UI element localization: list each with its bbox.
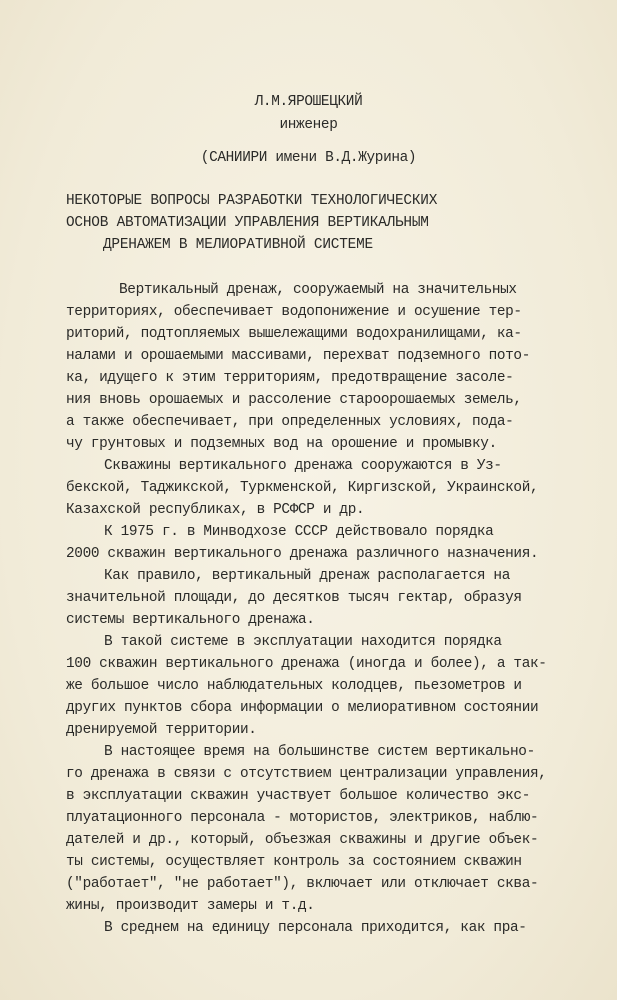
body-line: риторий, подтопляемых вышележащими водохранилищами, ка- — [66, 326, 522, 342]
body-line: в эксплуатации скважин участвует большое количество экс- — [66, 788, 531, 804]
body-line: территориях, обеспечивает водопонижение и осушение тер- — [66, 304, 522, 320]
body-line: Как правило, вертикальный дренаж располагается на — [104, 568, 511, 584]
body-line: Скважины вертикального дренажа сооружаются в Уз- — [104, 458, 502, 474]
body-line: дренируемой территории. — [66, 722, 257, 738]
author-role: инженер — [279, 117, 338, 133]
body-line: Вертикальный дренаж, сооружаемый на значительных — [119, 282, 517, 298]
body-line: же большое число наблюдательных колодцев, пьезометров и — [66, 678, 522, 694]
body-line: чу грунтовых и подземных вод на орошение и промывку. — [66, 436, 497, 452]
body-line: других пунктов сбора информации о мелиоративном состоянии — [66, 700, 539, 716]
body-line: В настоящее время на большинстве систем вертикально- — [104, 744, 535, 760]
title-line-1: НЕКОТОРЫЕ ВОПРОСЫ РАЗРАБОТКИ ТЕХНОЛОГИЧЕСКИХ — [66, 193, 438, 209]
body-line: ния вновь орошаемых и рассоление староорошаемых земель, — [66, 392, 522, 408]
body-line: ты системы, осуществляет контроль за состоянием скважин — [66, 854, 522, 870]
title-line-3: ДРЕНАЖЕМ В МЕЛИОРАТИВНОЙ СИСТЕМЕ — [103, 237, 373, 253]
body-line: К 1975 г. в Минводхозе СССР действовало порядка — [104, 524, 494, 540]
body-line: а также обеспечивает, при определенных условиях, пода- — [66, 414, 514, 430]
body-line: В среднем на единицу персонала приходится, как пра- — [104, 920, 527, 936]
body-line: Казахской республиках, в РСФСР и др. — [66, 502, 365, 518]
body-line: налами и орошаемыми массивами, перехват подземного пото- — [66, 348, 531, 364]
body-line: В такой системе в эксплуатации находится порядка — [104, 634, 502, 650]
body-line: жины, производит замеры и т.д. — [66, 898, 315, 914]
body-line: 2000 скважин вертикального дренажа различного назначения. — [66, 546, 539, 562]
body-line: 100 скважин вертикального дренажа (иногда и более), а так- — [66, 656, 547, 672]
body-line: дателей и др., который, объезжая скважины и другие объек- — [66, 832, 539, 848]
author-name: Л.М.ЯРОШЕЦКИЙ — [254, 94, 363, 110]
body-line: го дренажа в связи с отсутствием централизации управления, — [66, 766, 547, 782]
author-organization: (САНИИРИ имени В.Д.Журина) — [200, 150, 417, 166]
body-line: плуатационного персонала - мотористов, электриков, наблю- — [66, 810, 539, 826]
body-line: системы вертикального дренажа. — [66, 612, 315, 628]
title-line-2: ОСНОВ АВТОМАТИЗАЦИИ УПРАВЛЕНИЯ ВЕРТИКАЛЬНЫМ — [66, 215, 429, 231]
body-line: ка, идущего к этим территориям, предотвращение засоле- — [66, 370, 514, 386]
body-line: бекской, Таджикской, Туркменской, Киргизской, Украинской, — [66, 480, 539, 496]
body-line: значительной площади, до десятков тысяч гектар, образуя — [66, 590, 522, 606]
body-line: ("работает", "не работает"), включает или отключает сква- — [66, 876, 539, 892]
